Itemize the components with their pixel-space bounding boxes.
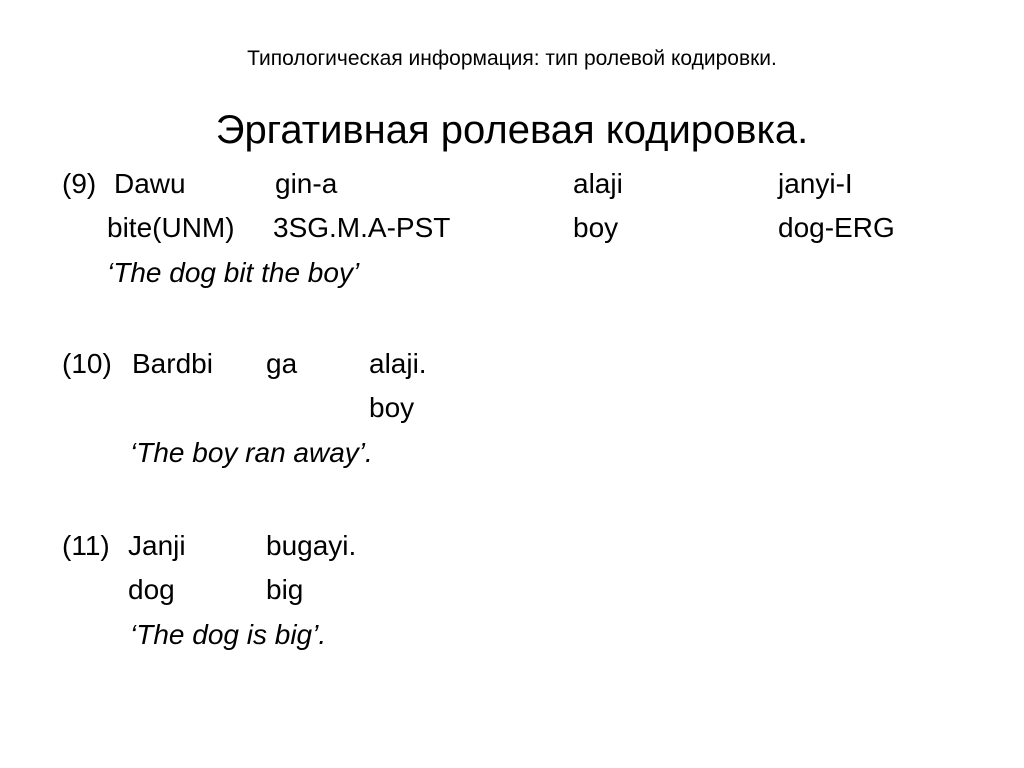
gloss-1: bite(UNM) — [107, 212, 235, 243]
slide-title: Эргативная ролевая кодировка. — [215, 108, 809, 152]
translation: ‘The boy ran away’. — [130, 437, 373, 468]
example-number: (11) — [62, 530, 110, 561]
example-number: (10) — [62, 348, 112, 379]
slide-header: Типологическая информация: тип ролевой кодировки. — [247, 47, 777, 70]
gloss-1: dog — [128, 574, 175, 605]
word-4: janyi-I — [778, 168, 853, 199]
word-2: bugayi. — [266, 530, 357, 561]
word-1: Dawu — [114, 168, 186, 199]
word-1: Bardbi — [132, 348, 213, 379]
word-3: alaji. — [369, 348, 427, 379]
gloss-3: boy — [369, 392, 415, 423]
word-2: ga — [266, 348, 298, 379]
example-number: (9) — [62, 168, 97, 199]
gloss-3: boy — [573, 212, 619, 243]
translation: ‘The dog is big’. — [130, 619, 327, 650]
translation: ‘The dog bit the boy’ — [107, 257, 360, 288]
word-1: Janji — [128, 530, 186, 561]
word-3: alaji — [573, 168, 623, 199]
gloss-2: 3SG.M.A-PST — [273, 212, 451, 243]
gloss-4: dog-ERG — [778, 212, 895, 243]
word-2: gin-a — [275, 168, 338, 199]
gloss-2: big — [266, 574, 304, 605]
